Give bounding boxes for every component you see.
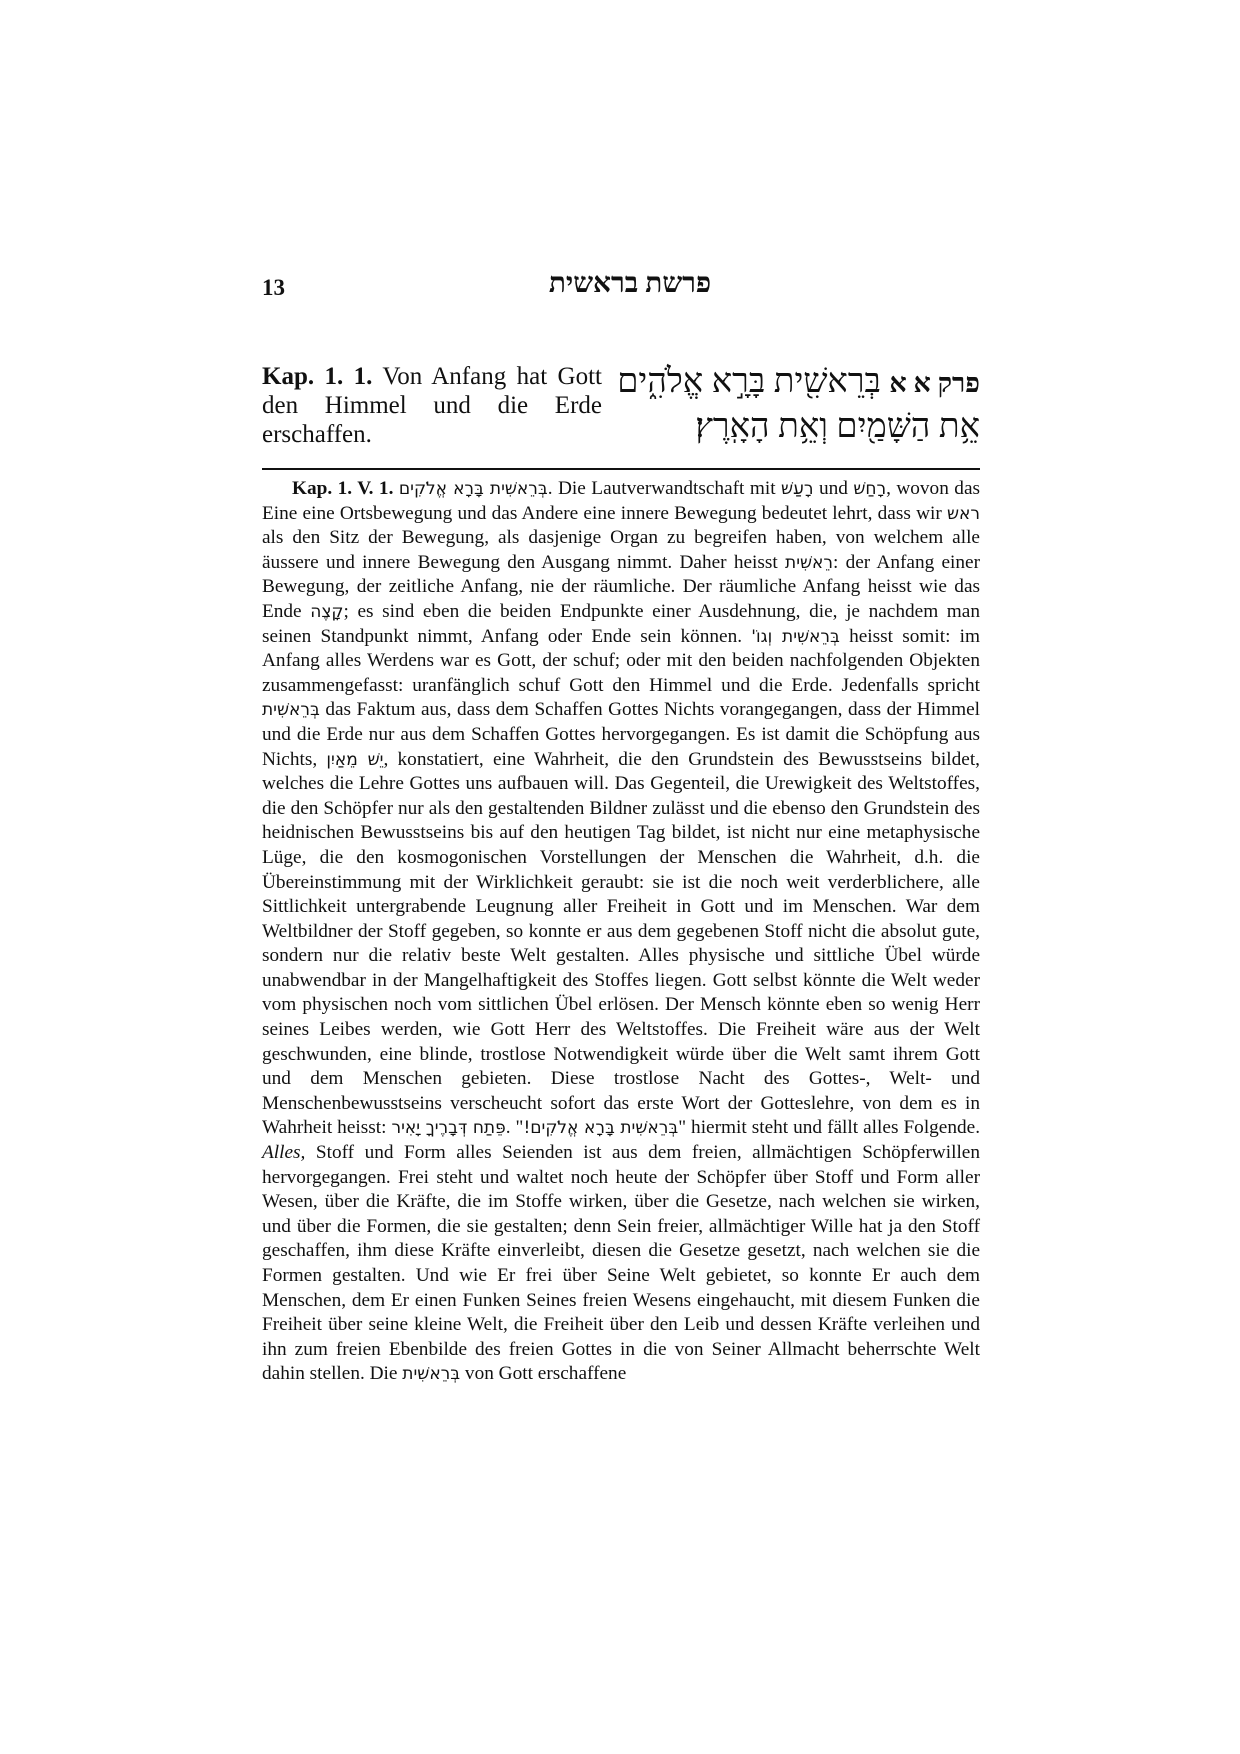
commentary-text: Stoff und Form alles Seienden ist aus dem freien, allmächtigen Schöpferwillen hervorgegangen. Frei steht und waltet noch heute der Schöpfer über Stoff und Form aller Wesen, über die Kräfte, die im Stoffe wirken, über die Gesetze, nach welchen sie wirken, und über die Formen, die sie gestalten; denn Sein freier, allmächtiger Wille hat ja den Stoff geschaffen, ihm diese Kräfte einverleibt, diesen die Gesetze gesetzt, nach welchen sie die Formen gestalten. Und wie Er frei über Seine Welt gebietet, so konnte Er auch dem Menschen, dem Er einen Funken Seines freien Wesens eingehaucht, mit diesem Funken die Freiheit über seine kleine Welt, die Freiheit über den Leib und dessen Kräfte verleihen und ihn zum freien Ebenbilde des freien Gottes in die von Seiner Allmacht beherrschte Welt dahin stellen. Die bbox=[262, 1142, 980, 1385]
commentary-text: als den Sitz der Bewegung, als dasjenige Organ zu begreifen haben, von welchem alle äussere und innere Bewegung den Ausgang nimmt. Daher heisst bbox=[262, 527, 980, 573]
verse-german bbox=[262, 362, 602, 449]
commentary-text: das Faktum aus, dass dem Schaffen Gottes Nichts vorangegangen, dass der Himmel und die Erde nur aus dem Schaffen Gottes hervorgegangen. Es ist damit die Schöpfung aus Nichts, bbox=[262, 699, 980, 770]
verse-german-text: Von Anfang hat Gott den Himmel und die Erde erschaffen. bbox=[262, 363, 603, 448]
commentary-text: . " bbox=[505, 1117, 524, 1139]
commentary-text: und bbox=[813, 478, 854, 499]
running-title: פרשת בראשית bbox=[548, 268, 712, 299]
hebrew-word: רָעַשׁ bbox=[781, 479, 814, 499]
verse-hebrew-line-2: אֵ֥ת הַשָּׁמַ֖יִם וְאֵ֥ת הָאָֽרֶץ׃ bbox=[695, 408, 980, 445]
commentary-text: " hiermit steht und fällt alles Folgende. bbox=[678, 1117, 981, 1139]
commentary-reference: Kap. 1. V. 1. bbox=[292, 478, 394, 499]
commentary-paragraph bbox=[262, 477, 980, 1387]
verse-hebrew bbox=[618, 360, 980, 449]
hebrew-phrase: יֵשׁ מֵאַיִן bbox=[326, 749, 384, 770]
commentary-emphasis: Alles, bbox=[262, 1142, 306, 1164]
commentary-text: ; es sind eben die beiden Endpunkte einer Ausdehnung, die, je nachdem man seinen Standpunkt nimmt, Anfang oder Ende sein können. bbox=[262, 600, 980, 647]
hebrew-chapter-label: פרק א א bbox=[889, 368, 980, 398]
commentary-text: , konstatiert, eine Wahrheit, die den Grundstein des Bewusstseins bildet, welches die Lehre Gottes uns aufbauen will. Das Gegenteil, die Urewigkeit des Weltstoffes, die den Schöpfer nur als den gestaltenden Bildner zulässt und die ebenso den Grundstein des heidnischen Bewusstseins bis auf den heutigen Tag bildet, ist nicht nur eine metaphysische Lüge, die den kosmogonischen Vorstellungen der Menschen die Wahrheit, d.h. die Übereinstimmung mit der Wirklichkeit geraubt: sie ist die noch weit verderblichere, alle Sittlichkeit untergrabende Leugnung aller Freiheit in Gott und im Menschen. War dem Weltbildner der Stoff gegeben, so konnte er aus dem gegebenen Stoff nicht die absolut gute, sondern nur die relativ beste Welt gestalten. Alles physische und sittliche Übel würde unabwendbar in der Mangelhaftigkeit des Stoffes liegen. Gott selbst könnte die Welt weder vom physischen noch vom sittlichen Übel erlösen. Der Mensch könnte eben so wenig Herr seines Leibes werden, wie Gott Herr des Weltstoffes. Die Freiheit wäre aus der Welt geschwunden, eine blinde, trostlose Notwendigkeit würde über die Welt samt ihrem Gott und dem Menschen gebieten. Diese trostlose Nacht des Gottes-, Welt- und Menschenbewusstseins verscheucht sofort das erste Wort der Gotteslehre, von dem es in Wahrheit heisst: bbox=[262, 748, 980, 1139]
hebrew-word: רָחַשׁ bbox=[853, 479, 887, 499]
hebrew-line-1-text: בְּרֵאשִׁ֖ית בָּרָ֣א אֱלֹהִ֑ים bbox=[617, 363, 881, 400]
commentary-text: von Gott erschaffene bbox=[460, 1363, 627, 1385]
hebrew-phrase: בְּרֵאשִׁית בָּרָא אֱלֹקִים bbox=[398, 479, 548, 499]
commentary bbox=[262, 477, 980, 1387]
commentary-text: . Die Lautverwandtschaft mit bbox=[547, 478, 782, 499]
hebrew-word: רֵאשִׁית bbox=[785, 552, 833, 573]
divider-rule bbox=[262, 468, 980, 470]
verse-hebrew-line-1 bbox=[618, 360, 980, 405]
commentary-text: : der Anfang einer Bewegung, der zeitliche Anfang, nie der räumliche. Der räumliche Anfang heisst wie das Ende bbox=[262, 551, 981, 622]
commentary-text: , wovon das Eine eine Ortsbewegung und das Andere eine innere Bewegung bedeutet lehrt, dass wir bbox=[262, 478, 981, 524]
commentary-text: heisst somit: im Anfang alles Werdens war es Gott, der schuf; oder mit den beiden nachfolgenden Objekten zusammengefasst: uranfänglich schuf Gott den Himmel und die Erde. Jedenfalls spricht bbox=[262, 625, 981, 696]
hebrew-word: בְּרֵאשִׁית bbox=[402, 1364, 461, 1385]
hebrew-word: בְּרֵאשִׁית bbox=[262, 700, 320, 721]
hebrew-phrase: בְּרֵאשִׁית בָּרָא אֱלֹקִים! bbox=[523, 1118, 679, 1139]
hebrew-word: ראש bbox=[946, 503, 980, 524]
verse-reference: Kap. 1. 1. bbox=[262, 363, 373, 390]
hebrew-phrase: בְּרֵאשִׁית וְגוֹ' bbox=[751, 626, 840, 647]
hebrew-word: קָצֶה bbox=[310, 601, 344, 622]
hebrew-phrase: פֵּתַח דְּבָרֶיךָ יָאִיר bbox=[391, 1118, 506, 1139]
page-number: 13 bbox=[262, 275, 285, 300]
